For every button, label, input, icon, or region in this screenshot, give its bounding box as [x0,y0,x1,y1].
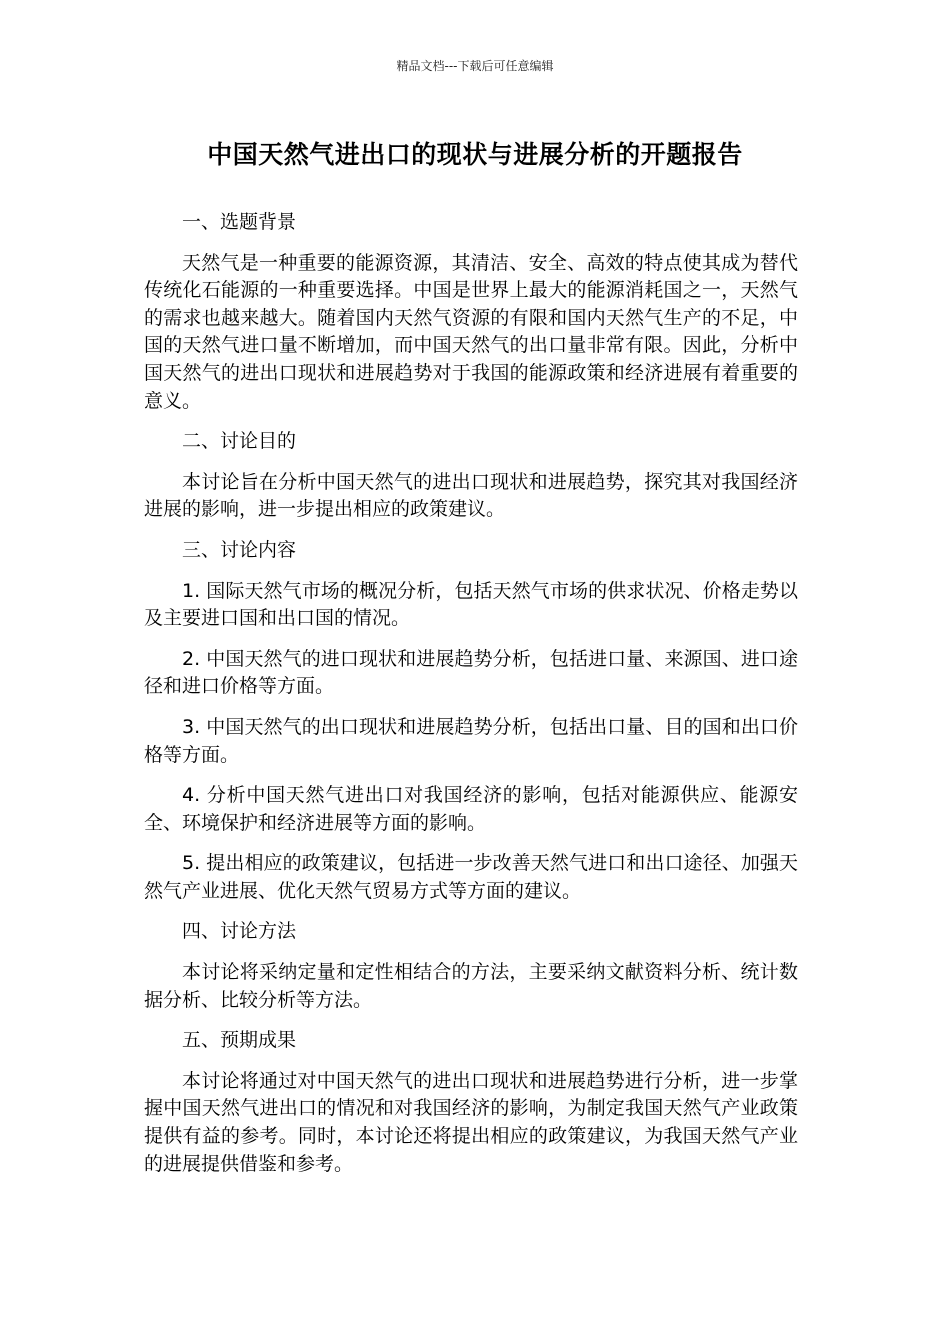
section-paragraph: 本讨论将采纳定量和定性相结合的方法，主要采纳文献资料分析、统计数据分析、比较分析等方法。 [144,961,798,1011]
list-item: 2. 中国天然气的进口现状和进展趋势分析，包括进口量、来源国、进口途径和进口价格等方面。 [144,647,798,698]
list-item: 5. 提出相应的政策建议，包括进一步改善天然气进口和出口途径、加强天然气产业进展、优化天然气贸易方式等方面的建议。 [144,852,798,902]
section-paragraph: 本讨论旨在分析中国天然气的进出口现状和进展趋势，探究其对我国经济进展的影响，进一步提出相应的政策建议。 [144,470,798,521]
list-item: 3. 中国天然气的出口现状和进展趋势分析，包括出口量、目的国和出口价格等方面。 [144,715,798,766]
section-heading-background: 一、选题背景 [182,211,297,233]
section-heading-method: 四、讨论方法 [182,920,297,943]
section-heading-purpose: 二、讨论目的 [182,430,297,453]
section-paragraph: 本讨论将通过对中国天然气的进出口现状和进展趋势进行分析，进一步掌握中国天然气进出口的情况和对我国经济的影响，为制定我国天然气产业政策提供有益的参考。同时，本讨论还将提出相应的政策建议，为我国天然气产业的进展提供借鉴和参考。 [144,1069,798,1175]
document-body [144,209,798,1191]
section-heading-expected-results: 五、预期成果 [182,1029,297,1052]
list-item: 1. 国际天然气市场的概况分析，包括天然气市场的供求状况、价格走势以及主要进口国和出口国的情况。 [144,579,798,630]
header-note: 精品文档---下载后可任意编辑 [396,59,554,73]
section-paragraph: 天然气是一种重要的能源资源，其清洁、安全、高效的特点使其成为替代传统化石能源的一种重要选择。中国是世界上最大的能源消耗国之一，天然气的需求也越来越大。随着国内天然气资源的有限和国内天然气生产的不足，中国的天然气进口量不断增加，而中国天然气的出口量非常有限。因此，分析中国天然气的进出口现状和进展趋势对于我国的能源政策和经济进展有着重要的意义。 [144,251,798,412]
section-heading-content: 三、讨论内容 [182,538,297,561]
list-item: 4. 分析中国天然气进出口对我国经济的影响，包括对能源供应、能源安全、环境保护和经济进展等方面的影响。 [144,784,798,834]
document-title: 中国天然气进出口的现状与进展分析的开题报告 [207,140,743,169]
